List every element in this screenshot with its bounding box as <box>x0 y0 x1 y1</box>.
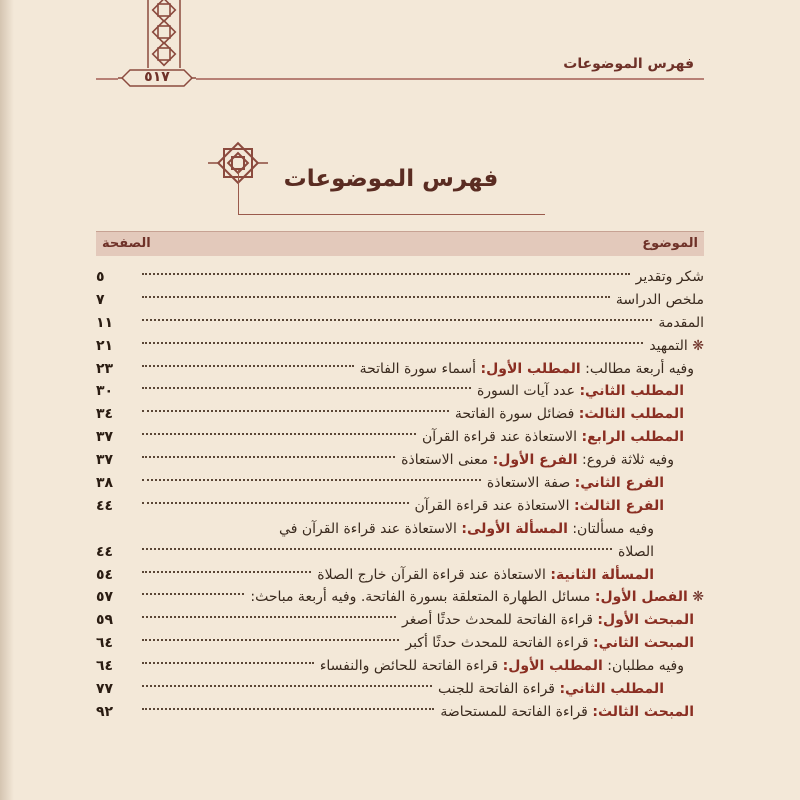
running-header-title: فهرس الموضوعات <box>563 56 694 72</box>
dot-leader <box>142 342 643 344</box>
dot-leader <box>142 616 396 618</box>
toc-entry <box>96 495 704 518</box>
toc-entry-title: قراءة الفاتحة للمستحاضة <box>440 703 588 720</box>
toc-entry-text <box>422 426 684 448</box>
toc-entry-title: قراءة الفاتحة للحائض والنفساء <box>319 658 499 675</box>
toc-entry <box>96 609 704 632</box>
toc-entry-text <box>487 472 664 494</box>
toc-entry-page: ٤٤ <box>96 497 114 514</box>
toc-entry-page: ٥٩ <box>96 612 114 629</box>
toc-entry-title: الاستعاذة عند قراءة القرآن <box>422 429 578 446</box>
toc-entry-text <box>616 289 704 311</box>
page-number: ٥١٧ <box>144 69 170 85</box>
toc-entry <box>96 426 704 449</box>
toc-entry-text <box>438 678 664 700</box>
toc-entry <box>96 564 704 587</box>
toc-entry-prefix: وفيه أربعة مطالب: <box>585 360 694 377</box>
toc-entry-label: الفصل الأول: <box>594 589 688 606</box>
toc-entry-page: ٤٤ <box>96 543 114 560</box>
toc-entry-label: المطلب الثالث: <box>578 406 684 423</box>
toc-entry-title: الصلاة <box>618 543 654 560</box>
toc-entry-text <box>279 518 654 540</box>
toc-entry-title: قراءة الفاتحة للمحدث حدثًا أصغر <box>401 612 593 629</box>
toc-entry-label: المطلب الأول: <box>480 360 581 377</box>
toc-entry-title: فضائل سورة الفاتحة <box>454 406 575 423</box>
page-title: فهرس الموضوعات <box>283 166 499 192</box>
toc-entry-title: الاستعاذة عند قراءة القرآن في <box>279 520 457 537</box>
toc-entry-text <box>618 541 654 563</box>
toc-entry-text <box>250 586 704 608</box>
dot-leader <box>142 296 610 298</box>
dot-leader <box>142 456 395 458</box>
toc-entry-text <box>401 449 674 471</box>
toc-entry-prefix: وفيه ثلاثة فروع: <box>582 452 674 469</box>
toc-entry-page: ٥٤ <box>96 566 114 583</box>
dot-leader <box>142 387 471 389</box>
toc-entry <box>96 312 704 335</box>
toc-entry-label: الفرع الأول: <box>492 452 578 469</box>
toc-entry-text <box>658 312 704 334</box>
toc-entry <box>96 518 704 541</box>
toc-entry <box>96 655 704 678</box>
toc-entry-text <box>455 403 684 425</box>
toc-entry-text <box>320 655 684 677</box>
dot-leader <box>142 685 432 687</box>
dot-leader <box>142 479 481 481</box>
toc-entry-text <box>405 632 694 654</box>
toc-entry-label: المبحث الأول: <box>597 612 694 629</box>
toc-entry <box>96 541 704 564</box>
toc-entry-prefix: وفيه مسألتان: <box>572 520 654 537</box>
toc-entry <box>96 449 704 472</box>
toc-entry-label: المطلب الأول: <box>502 658 603 675</box>
dot-leader <box>142 571 311 573</box>
toc-entry-page: ٦٤ <box>96 635 114 652</box>
toc-entry <box>96 472 704 495</box>
toc-entry-page: ٣٤ <box>96 406 114 423</box>
topic-column-header: الموضوع <box>642 236 698 251</box>
toc-entry-label: المبحث الثالث: <box>592 703 694 720</box>
page-column-header: الصفحة <box>102 236 151 251</box>
toc-entry-page: ٦٤ <box>96 658 114 675</box>
toc-entry <box>96 380 704 403</box>
toc-entry-text <box>636 266 704 288</box>
toc-entry-page: ٢١ <box>96 337 114 354</box>
toc-entry-page: ٣٨ <box>96 475 114 492</box>
page-gutter-shadow <box>0 0 14 800</box>
section-marker-icon: ❋ <box>692 337 704 354</box>
toc-entry-title: قراءة الفاتحة للجنب <box>438 681 555 698</box>
toc-entry-title: الاستعاذة عند قراءة القرآن خارج الصلاة <box>317 566 546 583</box>
section-marker-icon: ❋ <box>692 589 704 606</box>
toc-entry <box>96 586 704 609</box>
dot-leader <box>142 410 449 412</box>
dot-leader <box>142 548 612 550</box>
toc-entry-page: ٥٧ <box>96 589 114 606</box>
toc-entry-label: المسألة الثانية: <box>550 566 654 583</box>
toc-entry-page: ١١ <box>96 314 114 331</box>
toc-entry-page: ٧ <box>96 291 105 308</box>
dot-leader <box>142 593 244 595</box>
toc-entry-page: ٧٧ <box>96 681 114 698</box>
dot-leader <box>142 433 416 435</box>
toc-entry-title: قراءة الفاتحة للمحدث حدثًا أكبر <box>405 635 589 652</box>
toc-entry-text <box>440 701 694 723</box>
toc-entry-text <box>317 564 654 586</box>
toc-entry-page: ٣٧ <box>96 452 114 469</box>
toc-entry-text <box>415 495 665 517</box>
toc-entry-title: شكر وتقدير <box>635 269 704 285</box>
toc-entry-title: الاستعاذة عند قراءة القرآن <box>414 497 570 514</box>
toc-entry-text <box>649 335 704 357</box>
toc-entry <box>96 403 704 426</box>
toc-entry-label: المسألة الأولى: <box>461 520 568 537</box>
toc-entry-title: عدد آيات السورة <box>476 383 575 400</box>
dot-leader <box>142 365 354 367</box>
dot-leader <box>142 662 314 664</box>
toc-entry <box>96 701 704 724</box>
dot-leader <box>142 639 399 641</box>
toc-entry-title: مسائل الطهارة المتعلقة بسورة الفاتحة. وفيه أربعة مباحث: <box>250 589 591 606</box>
toc-entry-page: ٣٧ <box>96 429 114 446</box>
toc-entry <box>96 358 704 381</box>
toc-entry-text <box>360 358 694 380</box>
toc-entry <box>96 632 704 655</box>
toc-header-bar <box>96 231 704 256</box>
dot-leader <box>142 502 409 504</box>
toc-entry-title: التمهيد <box>649 337 688 354</box>
dot-leader <box>142 273 630 275</box>
running-header <box>96 56 704 88</box>
toc-entry-label: المبحث الثاني: <box>593 635 694 652</box>
toc-entry <box>96 335 704 358</box>
toc-entry-prefix: وفيه مطلبان: <box>607 658 684 675</box>
toc-entry-page: ٩٢ <box>96 703 114 720</box>
toc-list <box>96 266 704 724</box>
toc-entry-title: أسماء سورة الفاتحة <box>359 360 477 377</box>
toc-entry-label: المطلب الثاني: <box>579 383 684 400</box>
toc-entry-page: ٢٣ <box>96 360 114 377</box>
toc-entry <box>96 266 704 289</box>
toc-entry-label: المطلب الرابع: <box>581 429 684 446</box>
toc-entry-page: ٣٠ <box>96 383 114 400</box>
toc-entry <box>96 678 704 701</box>
toc-entry-title: معنى الاستعاذة <box>401 452 489 469</box>
toc-entry-label: المطلب الثاني: <box>559 681 664 698</box>
toc-entry-text <box>477 380 684 402</box>
toc-entry-page: ٥ <box>96 269 105 285</box>
toc-entry-label: الفرع الثاني: <box>574 475 664 492</box>
dot-leader <box>142 708 434 710</box>
toc-entry-label: الفرع الثالث: <box>574 497 664 514</box>
toc-entry-title: ملخص الدراسة <box>615 291 704 308</box>
page-number-badge <box>118 68 196 88</box>
dot-leader <box>142 319 652 321</box>
toc-entry-title: المقدمة <box>658 314 704 331</box>
toc-entry-text <box>402 609 694 631</box>
toc-entry-title: صفة الاستعاذة <box>486 475 571 492</box>
toc-entry <box>96 289 704 312</box>
